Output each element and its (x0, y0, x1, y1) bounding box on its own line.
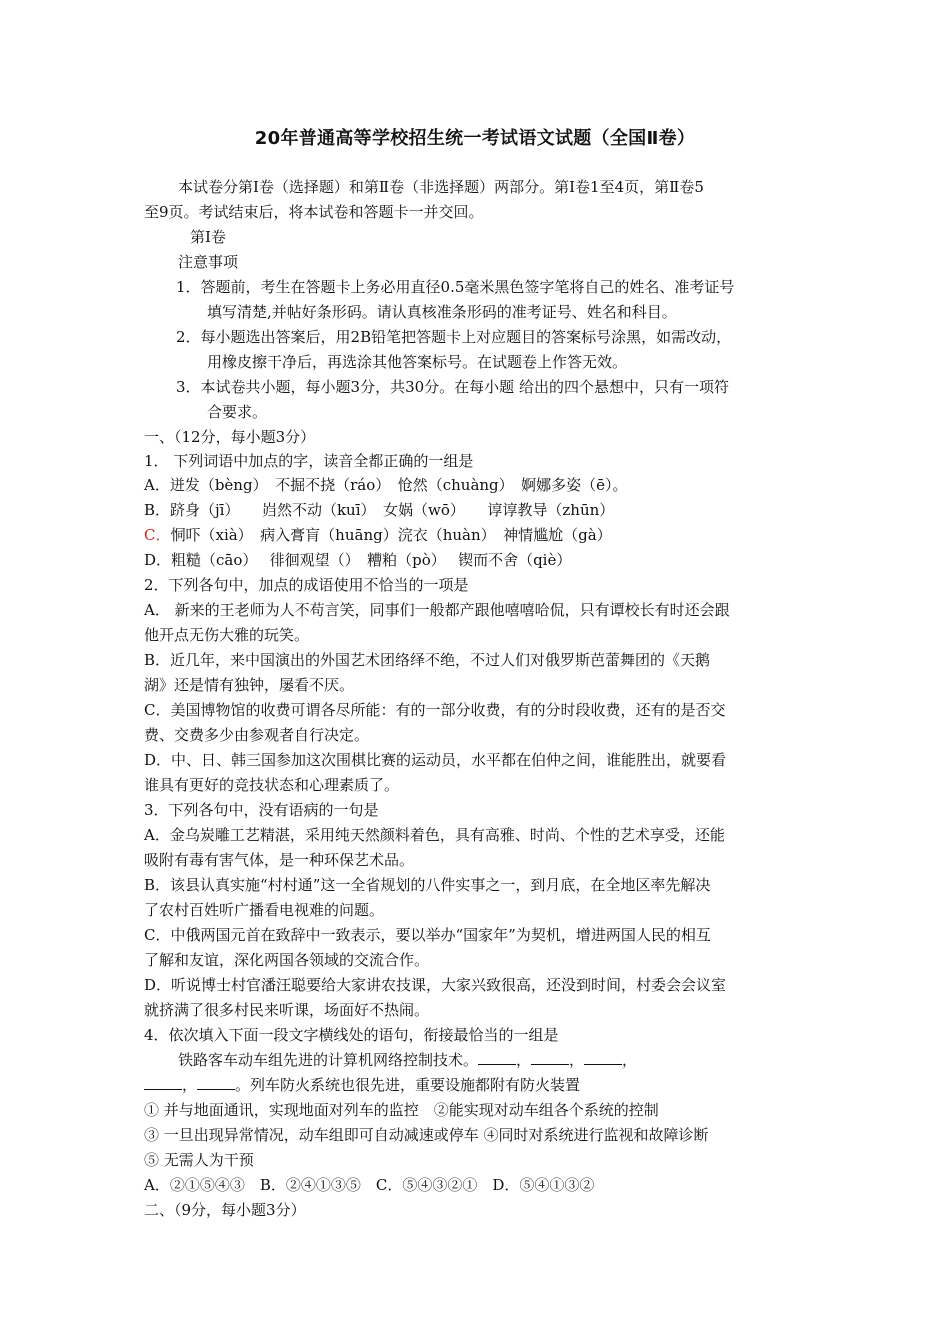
q2-option-c-line-2: 费、交费多少由参观者自行决定。 (144, 726, 370, 744)
intro-line-2: 至9页。考试结束后，将本试卷和答题卡一并交回。 (144, 203, 484, 221)
q1-option-d: D．粗糙（cāo） 徘徊观望（） 糟粕（pò） 锲而不舍（qiè） (144, 551, 572, 569)
q2-option-c-line-1: C．美国博物馆的收费可谓各尽所能：有的一部分收费，有的分时段收费，还有的是否交 (144, 701, 726, 719)
q3-option-c-line-1: C．中俄两国元首在致辞中一致表示，要以举办“国家年”为契机，增进两国人民的相互 (144, 926, 711, 944)
fill-blank (144, 1075, 182, 1090)
q3-option-a-line-2: 吸附有毒有害气体，是一种环保艺术品。 (144, 851, 415, 869)
q3-option-b-line-2: 了农村百姓听广播看电视难的问题。 (144, 901, 385, 919)
blank-separator: ， (622, 1051, 638, 1069)
q3-option-d-line-2: 就挤满了很多村民来听课，场面好不热闹。 (144, 1001, 430, 1019)
exam-title: 20年普通高等学校招生统一考试语文试题（全国Ⅱ卷） (254, 128, 696, 149)
fill-blank (584, 1050, 622, 1065)
q2-option-b-line-2: 湖》还是情有独钟，屡看不厌。 (144, 676, 355, 694)
q4-passage-end: 。列车防火系统也很先进，重要设施都附有防火装置 (235, 1076, 581, 1094)
notice-3-line-2: 合要求。 (207, 403, 268, 421)
notice-1-text-1: 答题前，考生在答题卡上务必用直径0.5毫米黑色签字笔将自己的姓名、准考证号 (200, 278, 735, 296)
notice-1-line-2: 填写清楚,并帖好条形码。请认真核准条形码的准考证号、姓名和科目。 (207, 303, 677, 321)
q2-option-d-line-2: 谁具有更好的竞技状态和心理素质了。 (144, 776, 400, 794)
q1-option-a: A．迸发（bèng） 不掘不挠（ráo） 怆然（chuàng） 婀娜多姿（ē）。 (144, 476, 628, 494)
blank-separator: ， (516, 1051, 532, 1069)
q4-options-line-1: ① 并与地面通讯，实现地面对列车的监控 ②能实现对动车组各个系统的控制 (144, 1101, 659, 1119)
notice-2-line-1 (176, 327, 842, 347)
q1-option-b: B．跻身（jī） 岿然不动（kuī） 女娲（wō） 谆谆教导（zhūn） (144, 501, 615, 519)
q4-stem: 4．依次填入下面一段文字横线处的语句，衔接最恰当的一组是 (144, 1026, 559, 1044)
q2-stem: 2．下列各句中，加点的成语使用不恰当的一项是 (144, 576, 469, 594)
part1-heading: 一、（12分，每小题3分） (144, 428, 316, 446)
part2-heading: 二、（9分，每小题3分） (144, 1201, 306, 1219)
notice-2-line-2: 用橡皮擦干净后，再选涂其他答案标号。在试题卷上作答无效。 (207, 353, 628, 371)
q2-option-d-line-1: D．中、日、韩三国参加这次围棋比赛的运动员，水平都在伯仲之间，谁能胜出，就要看 (144, 751, 727, 769)
notice-3-line-1 (176, 377, 842, 397)
q1-stem: 1． 下列词语中加点的字，读音全都正确的一组是 (144, 452, 474, 470)
q2-option-a-line-2: 他开点无伤大雅的玩笑。 (144, 626, 310, 644)
q3-option-d-line-1: D．听说博士村官潘汪聪要给大家讲农技课，大家兴致很高，还没到时间，村委会会议室 (144, 976, 727, 994)
notice-label: 注意事项 (178, 253, 239, 271)
q4-passage-line-1 (178, 1050, 844, 1070)
q2-option-a-line-1: A． 新来的王老师为人不苟言笑，同事们一般都产跟他嘻嘻哈侃，只有谭校长有时还会跟 (144, 601, 730, 619)
fill-blank (478, 1050, 516, 1065)
q3-option-b-line-1: B．该县认真实施“村村通”这一全省规划的八件实事之一，到月底，在全地区率先解决 (144, 876, 711, 894)
notice-1-line-1 (176, 277, 842, 297)
q4-passage-line-2 (144, 1075, 810, 1095)
section-label: 第Ⅰ卷 (190, 228, 226, 246)
fill-blank (531, 1050, 569, 1065)
q1-option-c-text: 恫吓（xià） 病入膏肓（huāng）浣衣（huàn） 神情尴尬（gà） (170, 526, 612, 544)
q2-option-b-line-1: B．近几年，来中国演出的外国艺术团络绎不绝，不过人们对俄罗斯芭蕾舞团的《天鹅 (144, 651, 711, 669)
blank-separator: ， (569, 1051, 585, 1069)
notice-2-text-1: 每小题选出答案后，用2B铅笔把答题卡上对应题目的答案标号涂黑，如需改动， (200, 328, 732, 346)
q4-passage-text: 铁路客车动车组先进的计算机网络控制技术。 (178, 1051, 479, 1069)
q4-answer-choices: A．②①⑤④③ B．②④①③⑤ C．⑤④③②① D．⑤④①③② (144, 1176, 595, 1194)
q3-stem: 3．下列各句中，没有语病的一句是 (144, 801, 379, 819)
notice-1-number: 1． (176, 278, 201, 296)
notice-3-text-1: 本试卷共小题，每小题3分，共30分。在每小题 给出的四个悬想中，只有一项符 (200, 378, 729, 396)
q1-option-c (144, 525, 810, 545)
q4-options-line-2: ③ 一旦出现异常情况，动车组即可自动减速或停车 ④同时对系统进行监视和故障诊断 (144, 1126, 709, 1144)
q4-options-line-3: ⑤ 无需人为干预 (144, 1151, 254, 1169)
notice-2-number: 2． (176, 328, 201, 346)
blank-separator: ， (182, 1076, 198, 1094)
fill-blank (197, 1075, 235, 1090)
q3-option-c-line-2: 了解和友谊，深化两国各领域的交流合作。 (144, 951, 430, 969)
notice-3-number: 3． (176, 378, 201, 396)
q3-option-a-line-1: A．金乌炭雕工艺精湛，采用纯天然颜料着色，具有高雅、时尚、个性的艺术享受，还能 (144, 826, 725, 844)
intro-line-1: 本试卷分第Ⅰ卷（选择题）和第Ⅱ卷（非选择题）两部分。第Ⅰ卷1至4页，第Ⅱ卷5 (178, 178, 704, 196)
q1-option-c-letter: C． (144, 526, 171, 544)
